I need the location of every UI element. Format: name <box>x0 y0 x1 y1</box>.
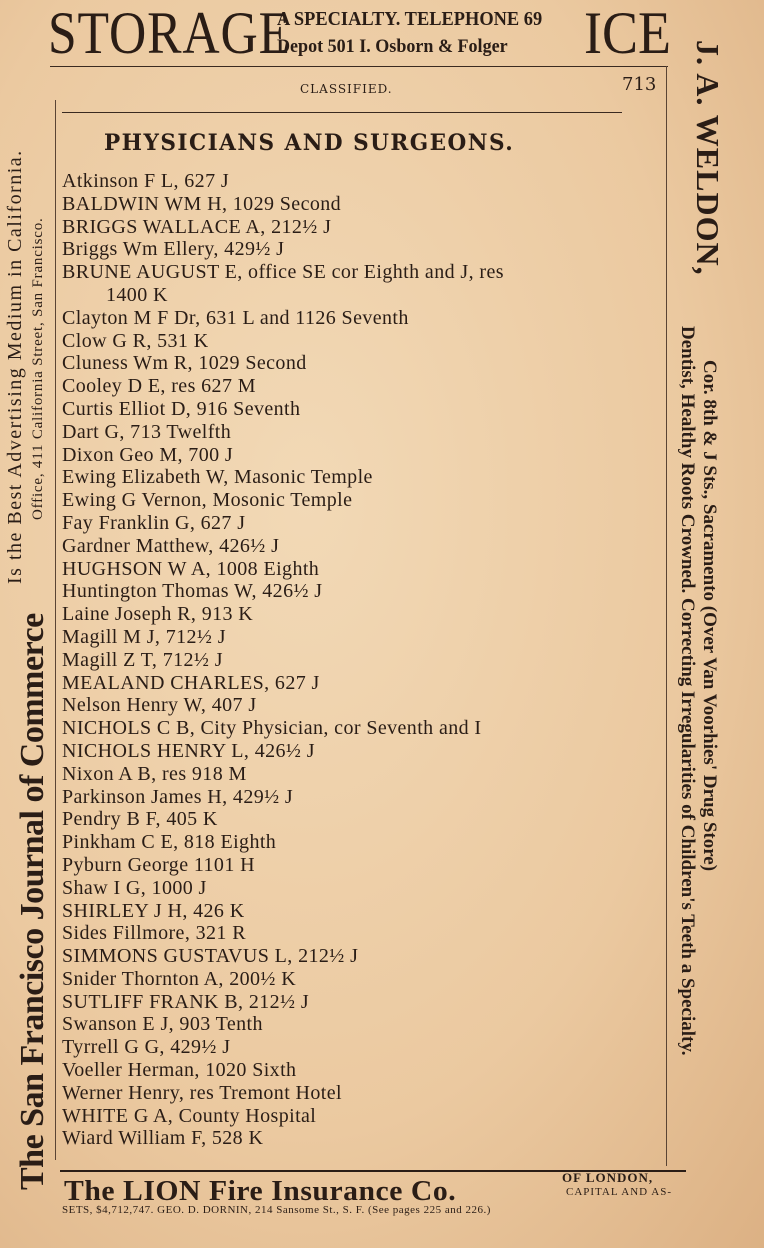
list-item: Shaw I G, 1000 J <box>62 876 207 899</box>
list-item: Voeller Herman, 1020 Sixth <box>62 1059 297 1082</box>
list-item: MEALAND CHARLES, 627 J <box>62 671 320 694</box>
list-item: Magill Z T, 712½ J <box>62 648 223 671</box>
physician-listing <box>62 170 662 1150</box>
dentist-name: J. A. WELDON, <box>690 40 726 276</box>
list-item: Wiard William F, 528 K <box>62 1127 264 1150</box>
page-number: 713 <box>622 74 657 95</box>
healthy-roots-line: Healthy Roots Crowned. Correcting Irregularities of Children's Teeth a Specialty. <box>677 393 698 1056</box>
list-item: Huntington Thomas W, 426½ J <box>62 580 323 603</box>
list-item: Dart G, 713 Twelfth <box>62 420 232 443</box>
list-item: NICHOLS C B, City Physician, cor Seventh and I <box>62 717 482 740</box>
list-item: Fay Franklin G, 627 J <box>62 511 246 534</box>
section-title: PHYSICIANS AND SURGEONS. <box>104 130 515 156</box>
list-item: Nelson Henry W, 407 J <box>62 694 257 717</box>
header-rule <box>50 66 668 67</box>
list-item: Cluness Wm R, 1029 Second <box>62 352 307 375</box>
left-margin-advertisement <box>0 0 55 1248</box>
list-item: Cooley D E, res 627 M <box>62 375 256 398</box>
list-item: Sides Fillmore, 321 R <box>62 922 246 945</box>
advertising-tagline: Is the Best Advertising Medium in California. <box>4 149 26 584</box>
list-item: Pinkham C E, 818 Eighth <box>62 831 277 854</box>
list-item: Ewing Elizabeth W, Masonic Temple <box>62 466 373 489</box>
list-item: Ewing G Vernon, Mosonic Temple <box>62 489 353 512</box>
list-item: Magill M J, 712½ J <box>62 625 226 648</box>
running-head-classified: CLASSIFIED. <box>300 82 393 96</box>
list-item: Laine Joseph R, 913 K <box>62 603 254 626</box>
capital-line: CAPITAL AND AS- <box>566 1186 672 1198</box>
dentist-address: Cor. 8th & J Sts., Sacramento (Over Van Voorhies' Drug Store) <box>699 360 720 872</box>
right-column-rule <box>666 66 667 1166</box>
list-item: Nixon A B, res 918 M <box>62 762 247 785</box>
list-item: BRUNE AUGUST E, office SE cor Eighth and J, res <box>62 261 504 284</box>
list-item: 1400 K <box>106 283 168 306</box>
office-address: Office, 411 California Street, San Francisco. <box>30 217 46 520</box>
list-item: Snider Thornton A, 200½ K <box>62 967 297 990</box>
of-london: OF LONDON, <box>562 1170 654 1185</box>
dentist-specialty <box>676 326 698 1056</box>
journal-title: The San Francisco Journal of Commerce <box>14 613 51 1190</box>
list-item: BRIGGS WALLACE A, 212½ J <box>62 215 332 238</box>
list-item: Clayton M F Dr, 631 L and 1126 Seventh <box>62 306 409 329</box>
list-item: Briggs Wm Ellery, 429½ J <box>62 238 285 261</box>
list-item: Curtis Elliot D, 916 Seventh <box>62 397 301 420</box>
list-item: Werner Henry, res Tremont Hotel <box>62 1081 342 1104</box>
list-item: Atkinson F L, 627 J <box>62 170 230 192</box>
list-item: Gardner Matthew, 426½ J <box>62 534 280 557</box>
storage-word: STORAGE <box>48 0 292 66</box>
lion-insurance-title: The LION Fire Insurance Co. <box>64 1176 457 1207</box>
list-item: SIMMONS GUSTAVUS L, 212½ J <box>62 945 359 968</box>
list-item: Pendry B F, 405 K <box>62 808 218 831</box>
list-item: HUGHSON W A, 1008 Eighth <box>62 557 320 580</box>
list-item: NICHOLS HENRY L, 426½ J <box>62 739 315 762</box>
list-item: Dixon Geo M, 700 J <box>62 443 234 466</box>
section-rule <box>62 112 622 113</box>
list-item: Clow G R, 531 K <box>62 329 209 352</box>
depot-line: Depot 501 I. Osborn & Folger <box>277 36 508 57</box>
left-column-rule <box>55 100 56 1160</box>
list-item: WHITE G A, County Hospital <box>62 1104 317 1127</box>
list-item: SUTLIFF FRANK B, 212½ J <box>62 990 310 1013</box>
dentist-word: Dentist, <box>677 326 698 389</box>
list-item: SHIRLEY J H, 426 K <box>62 899 245 922</box>
list-item: Pyburn George 1101 H <box>62 853 255 876</box>
ice-word: ICE <box>584 0 671 66</box>
assets-agent-line: SETS, $4,712,747. GEO. D. DORNIN, 214 Sansome St., S. F. (See pages 225 and 226.) <box>62 1204 491 1216</box>
list-item: BALDWIN WM H, 1029 Second <box>62 192 342 215</box>
list-item: Swanson E J, 903 Tenth <box>62 1013 263 1036</box>
specialty-telephone-line: A SPECIALTY. TELEPHONE 69 <box>277 8 543 30</box>
list-item: Tyrrell G G, 429½ J <box>62 1036 231 1059</box>
header-advertisement <box>48 0 671 66</box>
list-item: Parkinson James H, 429½ J <box>62 785 294 808</box>
